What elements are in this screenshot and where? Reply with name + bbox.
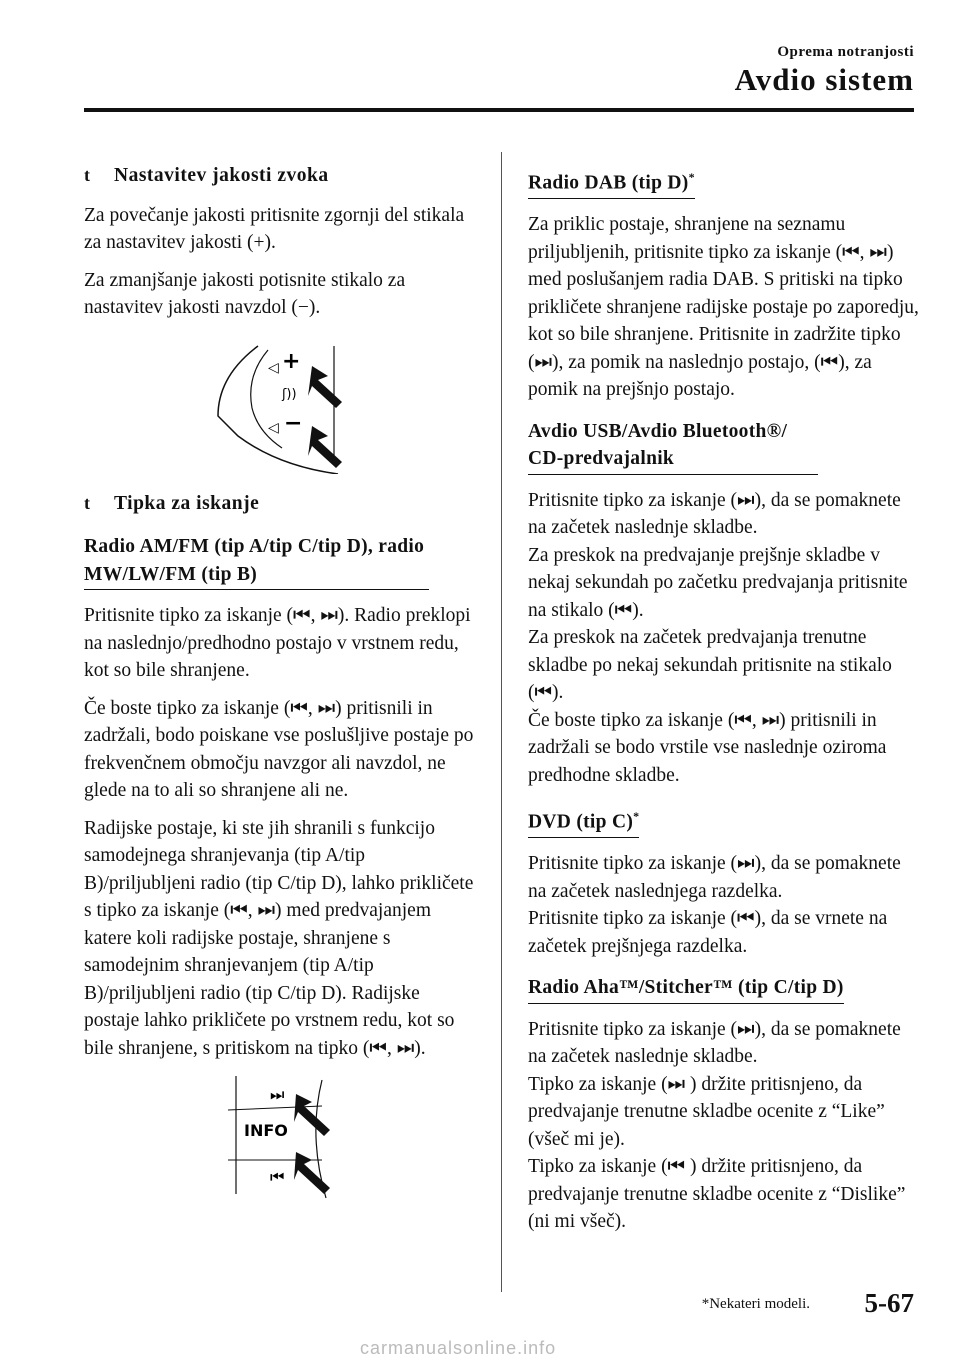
info-label: INFO	[244, 1121, 288, 1140]
volume-switch-illustration	[208, 336, 358, 474]
usb-text-2: Za preskok na predvajanje prejšnje skladbe v nekaj sekundah po začetku predvajanja pritisnite na stikalo (⏮).	[528, 544, 908, 621]
column-divider	[501, 152, 502, 1292]
watermark: carmanualsonline.info	[360, 1338, 557, 1358]
heading-seek-text: Tipka za iskanje	[114, 492, 260, 514]
bullet-icon: t	[84, 165, 91, 185]
subheading-dab-text: Radio DAB (tip D)	[528, 172, 689, 194]
aha-text-2: Tipko za iskanje (⏭ ) držite pritisnjeno, da predvajanje trenutne skladbe ocenite z “Like” (všeč mi je).	[528, 1073, 885, 1150]
svg-text:⏭: ⏭	[270, 1085, 285, 1104]
seek-text-3: Radijske postaje, ki ste jih shranili s funkcijo samodejnega shranjevanja (tip A/tip B)/priljubljeni radio (tip C/tip D), lahko prikličete s tipko za iskanje (⏮, ⏭) med predvajanjem katere koli radijske postaje, shranjene s samodejnim shranjevanjem (tip A/tip B)/priljubljeni radio (tip C/tip D). Radijske postaje lahko prikličete po vrstnem redu, kot so bile shranjene, s pritiskom na tipko (⏮, ⏭).	[84, 817, 474, 1059]
seek-text-2: Če boste tipko za iskanje (⏮, ⏭) pritisnili in zadržali, bodo poiskane vse poslušljive postaje po frekvenčnem območju navzgor ali navzdol, ne glede na to ali so shranjene ali ne.	[84, 697, 474, 801]
svg-text:◁: ◁	[268, 419, 279, 436]
usb-text-3: Za preskok na začetek predvajanja trenutne skladbe po nekaj sekundah pritisnite na stikalo (⏮).	[528, 627, 892, 703]
asterisk-mark: *	[633, 809, 640, 823]
right-column	[528, 160, 920, 1246]
dvd-text-1: Pritisnite tipko za iskanje (⏭), da se pomaknete na začetek naslednjega razdelka.	[528, 853, 901, 902]
aha-text-1: Pritisnite tipko za iskanje (⏭), da se pomaknete na začetek naslednje skladbe.	[528, 1018, 901, 1067]
dab-text: Za priklic postaje, shranjene na seznamu priljubljenih, pritisnite tipko za iskanje (⏮, ⏭) med poslušanjem radia DAB. S pritiski na tipko prikličete shranjene radijske postaje po zaporedju, kot so bile shranjene. Pritisnite in zadržite tipko (⏭), za pomik na naslednjo postajo, (⏮), za pomik na prejšnjo postajo.	[528, 214, 919, 400]
footnote: *Nekateri modeli.	[701, 1296, 810, 1312]
subheading-dab	[528, 164, 695, 199]
left-column	[84, 160, 476, 1220]
volume-switch-figure	[208, 336, 476, 474]
seek-text-1: Pritisnite tipko za iskanje (⏮, ⏭). Radio preklopi na naslednjo/predhodno postajo v vrstnem redu, kot so bile shranjene.	[84, 605, 471, 681]
header-rule	[84, 108, 914, 112]
subheading-usb: Avdio USB/Avdio Bluetooth®/ CD-predvajalnik	[528, 418, 818, 475]
svg-text:ʃ)): ʃ))	[282, 386, 297, 402]
asterisk-mark: *	[688, 170, 695, 184]
heading-seek	[84, 490, 476, 518]
subheading-dvd	[528, 803, 639, 838]
page-title: Avdio sistem	[734, 62, 914, 97]
volume-down-text: Za zmanjšanje jakosti potisnite stikalo za nastavitev jakosti navzdol (−).	[84, 269, 406, 318]
svg-text:−: −	[284, 410, 303, 436]
heading-volume-text: Nastavitev jakosti zvoka	[114, 165, 329, 186]
page-number: 5-67	[864, 1288, 914, 1318]
svg-text:◁: ◁	[268, 359, 279, 376]
seek-switch-figure	[226, 1076, 476, 1204]
aha-text-3: Tipko za iskanje (⏮ ) držite pritisnjeno, da predvajanje trenutne skladbe ocenite z “Dislike” (ni mi všeč).	[528, 1156, 906, 1232]
svg-text:+: +	[282, 348, 301, 374]
svg-text:⏮: ⏮	[270, 1167, 285, 1186]
seek-switch-illustration	[226, 1076, 366, 1204]
subheading-dvd-text: DVD (tip C)	[528, 811, 634, 833]
heading-volume	[84, 162, 476, 190]
usb-text-4: Če boste tipko za iskanje (⏮, ⏭) pritisnili in zadržali se bodo vrstile vse naslednje oziroma predhodne skladbe.	[528, 709, 887, 786]
header-section: Oprema notranjosti	[777, 44, 914, 60]
dvd-text-2: Pritisnite tipko za iskanje (⏮), da se vrnete na začetek prejšnjega razdelka.	[528, 908, 888, 957]
subheading-aha: Radio Aha™/Stitcher™ (tip C/tip D)	[528, 974, 844, 1004]
usb-text-1: Pritisnite tipko za iskanje (⏭), da se pomaknete na začetek naslednje skladbe.	[528, 489, 901, 538]
bullet-icon: t	[84, 492, 91, 513]
volume-up-text: Za povečanje jakosti pritisnite zgornji del stikala za nastavitev jakosti (+).	[84, 204, 465, 253]
subheading-am-fm: Radio AM/FM (tip A/tip C/tip D), radio MW/LW/FM (tip B)	[84, 533, 429, 590]
